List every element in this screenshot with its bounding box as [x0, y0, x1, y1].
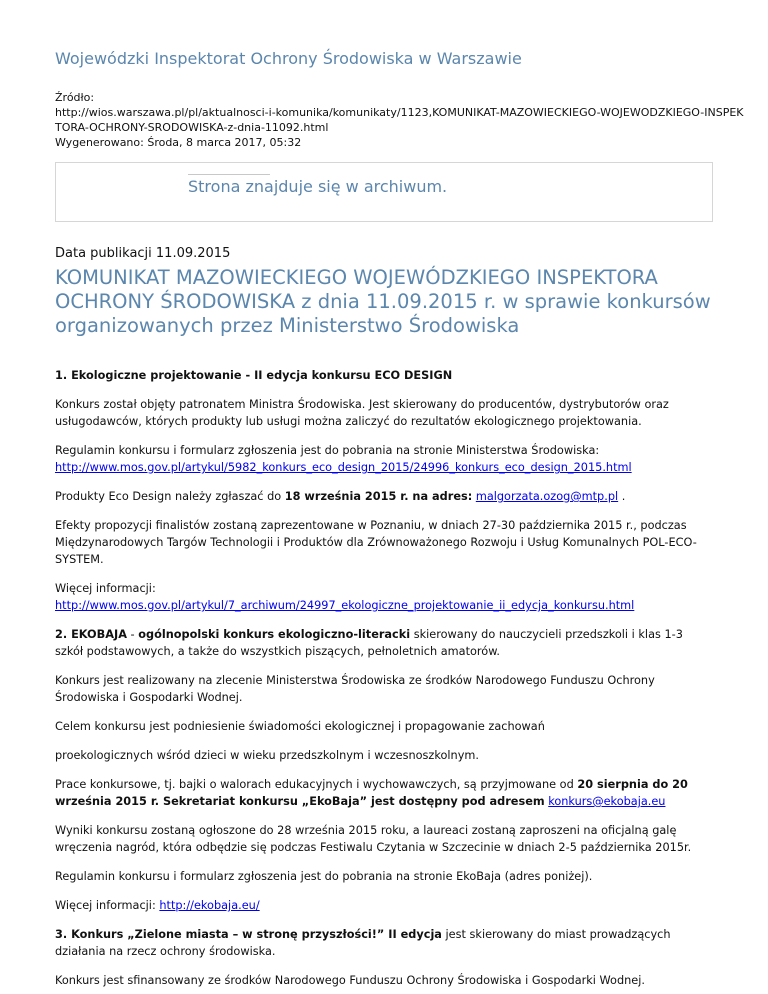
source-label: Źródło: [55, 91, 95, 104]
section-1-regulations: Regulamin konkursu i formularz zgłoszenia jest do pobrania na stronie Ministerstwa Środowiska: http://www.mos.gov.pl/artykul/5982_konkurs_eco_design_2015/24996_konkurs_eco_design_2015.html [55, 444, 632, 474]
source-url-line-2: TORA-OCHRONY-SRODOWISKA-z-dnia-11092.html [55, 121, 329, 134]
section-3-heading: 3. Konkurs „Zielone miasta – w stronę przyszłości!” II edycja jest skierowany do miast prowadzących działania na rzecz ochrony środowiska. [55, 928, 671, 958]
ekobaja-link[interactable]: http://ekobaja.eu/ [159, 899, 260, 912]
section-1-paragraph: Konkurs został objęty patronatem Ministra Środowiska. Jest skierowany do producentów, dystrybutorów oraz usługodawców, których produkty lub usługi można zaliczyć do rezultatów ekologicznego projektowania. [55, 398, 669, 428]
section-1-deadline: Produkty Eco Design należy zgłaszać do 18 września 2015 r. na adres: malgorzata.ozog@mtp.pl . [55, 490, 626, 503]
publication-date: Data publikacji 11.09.2015 [55, 246, 231, 261]
archive-notice-box [55, 162, 713, 222]
ekobaja-email-link[interactable]: konkurs@ekobaja.eu [548, 795, 666, 808]
section-2-more-info: Więcej informacji: http://ekobaja.eu/ [55, 899, 260, 912]
section-2-funding: Konkurs jest realizowany na zlecenie Ministerstwa Środowiska ze środków Narodowego Funduszu Ochrony Środowiska i Gospodarki Wodnej. [55, 674, 655, 704]
source-url [55, 105, 744, 135]
article-body [55, 367, 713, 989]
archive-notice: Strona znajduje się w archiwum. [188, 177, 448, 196]
site-title: Wojewódzki Inspektorat Ochrony Środowiska w Warszawie [55, 49, 522, 68]
source-meta [55, 90, 744, 150]
section-1-more-info: Więcej informacji: http://www.mos.gov.pl/artykul/7_archiwum/24997_ekologiczne_projektowanie_ii_edycja_konkursu.html [55, 582, 635, 612]
section-2-heading: 2. EKOBAJA - ogólnopolski konkurs ekologiczno-literacki skierowany do nauczycieli przedszkoli i klas 1-3 szkół podstawowych, a także do wszystkich piszących, pełnoletnich amatorów. [55, 628, 683, 658]
source-url-line-1: http://wios.warszawa.pl/pl/aktualnosci-i-komunika/komunikaty/1123,KOMUNIKAT-MAZOWIECKIEGO-WOJEWODZKIEGO-INSPEK [55, 106, 744, 119]
section-2-results: Wyniki konkursu zostaną ogłoszone do 28 września 2015 roku, a laureaci zostaną zaproszeni na oficjalną galę wręczenia nagród, która odbędzie się podczas Festiwalu Czytania w Szczecinie w dniach 2-5 października 2015r. [55, 824, 692, 854]
eco-design-more-info-link[interactable]: http://www.mos.gov.pl/artykul/7_archiwum/24997_ekologiczne_projektowanie_ii_edycja_konkursu.html [55, 599, 635, 612]
article-title: KOMUNIKAT MAZOWIECKIEGO WOJEWÓDZKIEGO INSPEKTORA OCHRONY ŚRODOWISKA z dnia 11.09.2015 r. w sprawie konkursów organizowanych przez Ministerstwo Środowiska [55, 266, 711, 337]
section-1-presentation: Efekty propozycji finalistów zostaną zaprezentowane w Poznaniu, w dniach 27-30 października 2015 r., podczas Międzynarodowych Targów Technologii i Produktów dla Zrównoważonego Rozwoju i Usług Komunalnych POL-ECO-SYSTEM. [55, 519, 697, 566]
section-2-goal: Celem konkursu jest podniesienie świadomości ekologicznej i propagowanie zachowań [55, 720, 545, 733]
generated-date: Wygenerowano: Środa, 8 marca 2017, 05:32 [55, 136, 302, 149]
eco-design-regulations-link[interactable]: http://www.mos.gov.pl/artykul/5982_konkurs_eco_design_2015/24996_konkurs_eco_design_2015.html [55, 461, 632, 474]
section-2-goal-cont: proekologicznych wśród dzieci w wieku przedszkolnym i wczesnoszkolnym. [55, 749, 479, 762]
section-2-submissions: Prace konkursowe, tj. bajki o walorach edukacyjnych i wychowawczych, są przyjmowane od 20 sierpnia do 20 września 2015 r. Sekretariat konkursu „EkoBaja” jest dostępny pod adresem konkurs@ekobaja.eu [55, 778, 688, 808]
section-1-heading: 1. Ekologiczne projektowanie - II edycja konkursu ECO DESIGN [55, 369, 453, 382]
archive-divider [188, 174, 270, 175]
section-2-regulations: Regulamin konkursu i formularz zgłoszenia jest do pobrania na stronie EkoBaja (adres poniżej). [55, 870, 593, 883]
section-3-funding: Konkurs jest sfinansowany ze środków Narodowego Funduszu Ochrony Środowiska i Gospodarki Wodnej. [55, 974, 645, 987]
eco-design-email-link[interactable]: malgorzata.ozog@mtp.pl [475, 490, 619, 503]
